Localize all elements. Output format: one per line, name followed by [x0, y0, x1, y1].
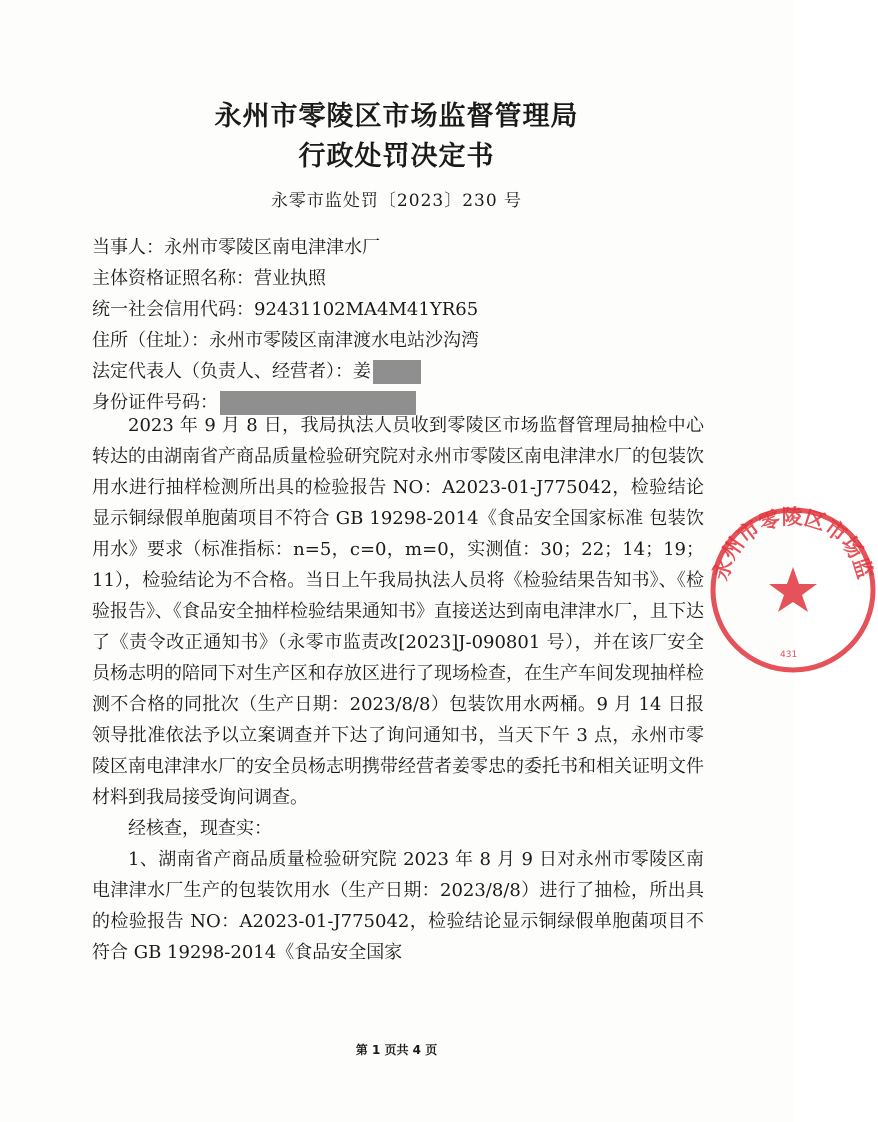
svg-text:永州市零陵区市场监	[708, 505, 877, 583]
party-name: 当事人：永州市零陵区南电津津水厂	[92, 237, 380, 258]
legal-rep-row	[92, 356, 702, 387]
party-info-block	[92, 232, 702, 418]
redacted-name-block	[373, 360, 421, 384]
id-number-label: 身份证件号码：	[92, 392, 218, 413]
official-seal-stamp	[708, 505, 878, 675]
address: 住所（住址）：永州市零陵区南津渡水电站沙沟湾	[92, 330, 479, 351]
document-number: 永零市监处罚〔2023〕230 号	[270, 191, 523, 211]
body-paragraph-facts: 2023 年 9 月 8 日，我局执法人员收到零陵区市场监督管理局抽检中心转达的由湖南省产商品质量检验研究院对永州市零陵区南电津津水厂的包装饮用水进行抽样检测所出具的检验报告 NO：A2023-01-J775042，检验结论显示铜绿假单胞菌项目不符合 GB 19298-2014《食品安全国家标准 包装饮用水》要求（标准指标：n=5，c=0，m=0，实测值：30；22；14；19；11），检验结论为不合格。当日上午我局执法人员将《检验结果告知书》、《检验报告》、《食品安全抽样检验结果通知书》直接送达到南电津津水厂，且下达了《责令改正通知书》（永零市监责改[2023]J-090801 号），并在该厂安全员杨志明的陪同下对生产区和存放区进行了现场检查，在生产车间发现抽样检测不合格的同批次（生产日期：2023/8/8）包装饮用水两桶。9 月 14 日报领导批准依法予以立案调查并下达了询问通知书，当天下午 3 点，永州市零陵区南电津津水厂的安全员杨志明携带经营者姜零忠的委托书和相关证明文件材料到我局接受询问调查。	[92, 415, 704, 808]
credit-code: 统一社会信用代码：92431102MA4M41YR65	[92, 299, 479, 320]
body-paragraph-findings-heading: 经核查，现查实：	[128, 818, 272, 839]
address-row	[92, 325, 702, 356]
party-name-row	[92, 232, 702, 263]
legal-rep-label: 法定代表人（负责人、经营者）：姜	[92, 361, 371, 382]
document-body	[92, 410, 704, 968]
body-paragraph-finding-1: 1、湖南省产商品质量检验研究院 2023 年 8 月 9 日对永州市零陵区南电津津水厂生产的包装饮用水（生产日期：2023/8/8）进行了抽检，所出具的检验报告 NO：A2023-01-J775042，检验结论显示铜绿假单胞菌项目不符合 GB 19298-2014《食品安全国家	[92, 849, 704, 963]
page-footer: 第 1 页共 4 页	[355, 1043, 438, 1057]
document-title-agency: 永州市零陵区市场监督管理局	[214, 101, 579, 132]
credit-code-row	[92, 294, 702, 325]
seal-star-icon	[769, 567, 817, 612]
license-name: 主体资格证照名称：营业执照	[92, 268, 326, 289]
seal-text: 永州市零陵区市场监	[708, 505, 878, 584]
license-row	[92, 263, 702, 294]
seal-number: 431	[780, 650, 798, 660]
document-title-type: 行政处罚决定书	[298, 141, 495, 172]
